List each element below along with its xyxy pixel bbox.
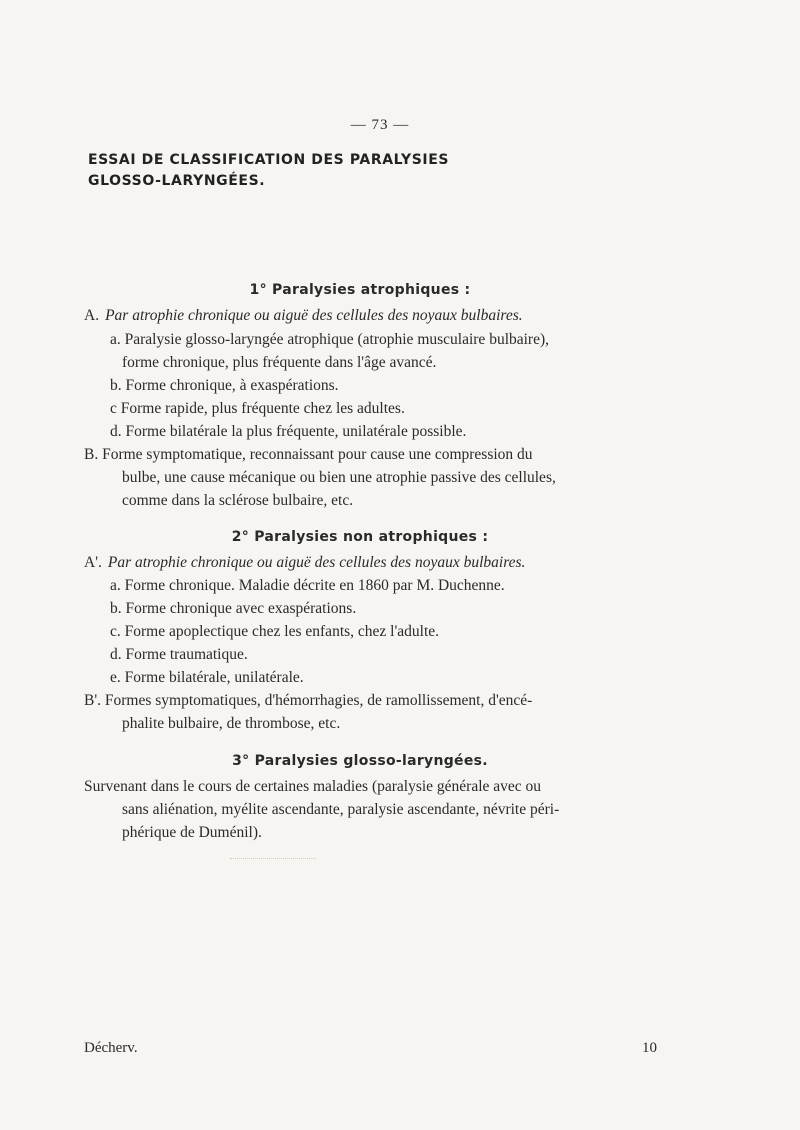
item-marker: A'. bbox=[84, 554, 102, 571]
section-2-item-b: b. Forme chronique avec exaspérations. bbox=[110, 600, 357, 617]
footer-signature: 10 bbox=[642, 1040, 657, 1056]
section-3-line-2: sans aliénation, myélite ascendante, paralysie ascendante, névrite péri- bbox=[122, 801, 560, 818]
item-text: Par atrophie chronique ou aiguë des cellules des noyaux bulbaires. bbox=[107, 554, 526, 571]
section-2-item-a: a. Forme chronique. Maladie décrite en 1860 par M. Duchenne. bbox=[110, 577, 505, 594]
section-2-item-A bbox=[84, 552, 525, 574]
section-1-item-A bbox=[84, 305, 523, 327]
section-3-line-1: Survenant dans le cours de certaines maladies (paralysie générale avec ou bbox=[84, 778, 542, 795]
section-1-item-d: d. Forme bilatérale la plus fréquente, unilatérale possible. bbox=[110, 423, 467, 440]
section-2-item-d: d. Forme traumatique. bbox=[110, 646, 248, 663]
section-2-item-B-cont: phalite bulbaire, de thrombose, etc. bbox=[122, 715, 341, 732]
footer-author: Décherv. bbox=[84, 1040, 138, 1056]
section-2-item-e: e. Forme bilatérale, unilatérale. bbox=[110, 669, 304, 686]
section-2-item-c: c. Forme apoplectique chez les enfants, chez l'adulte. bbox=[110, 623, 440, 640]
item-text: Par atrophie chronique ou aiguë des cellules des noyaux bulbaires. bbox=[105, 307, 523, 324]
section-2-heading: 2° Paralysies non atrophiques : bbox=[231, 529, 489, 545]
section-1-item-a: a. Paralysie glosso-laryngée atrophique (atrophie musculaire bulbaire), bbox=[110, 331, 550, 348]
section-2-item-B: B'. Formes symptomatiques, d'hémorrhagies, de ramollissement, d'encé- bbox=[84, 692, 533, 709]
section-1-item-b: b. Forme chronique, à exaspérations. bbox=[110, 377, 339, 394]
section-1-item-B-cont-1: bulbe, une cause mécanique ou bien une atrophie passive des cellules, bbox=[122, 469, 556, 486]
title-line-2: GLOSSO-LARYNGÉES. bbox=[88, 173, 266, 189]
section-3-line-3: phérique de Duménil). bbox=[122, 824, 262, 841]
section-1-item-a-cont: forme chronique, plus fréquente dans l'âge avancé. bbox=[122, 354, 437, 371]
divider bbox=[230, 858, 316, 859]
page-number: — 73 — bbox=[350, 117, 410, 133]
section-1-heading: 1° Paralysies atrophiques : bbox=[249, 282, 471, 298]
section-1-item-B-cont-2: comme dans la sclérose bulbaire, etc. bbox=[122, 492, 354, 509]
title-line-1: ESSAI DE CLASSIFICATION DES PARALYSIES bbox=[88, 152, 450, 168]
section-3-heading: 3° Paralysies glosso-laryngées. bbox=[232, 753, 488, 769]
page-title bbox=[88, 150, 768, 192]
section-1-item-c: c Forme rapide, plus fréquente chez les adultes. bbox=[110, 400, 405, 417]
item-marker: A. bbox=[84, 307, 100, 324]
section-1-item-B: B. Forme symptomatique, reconnaissant pour cause une compression du bbox=[84, 446, 533, 463]
